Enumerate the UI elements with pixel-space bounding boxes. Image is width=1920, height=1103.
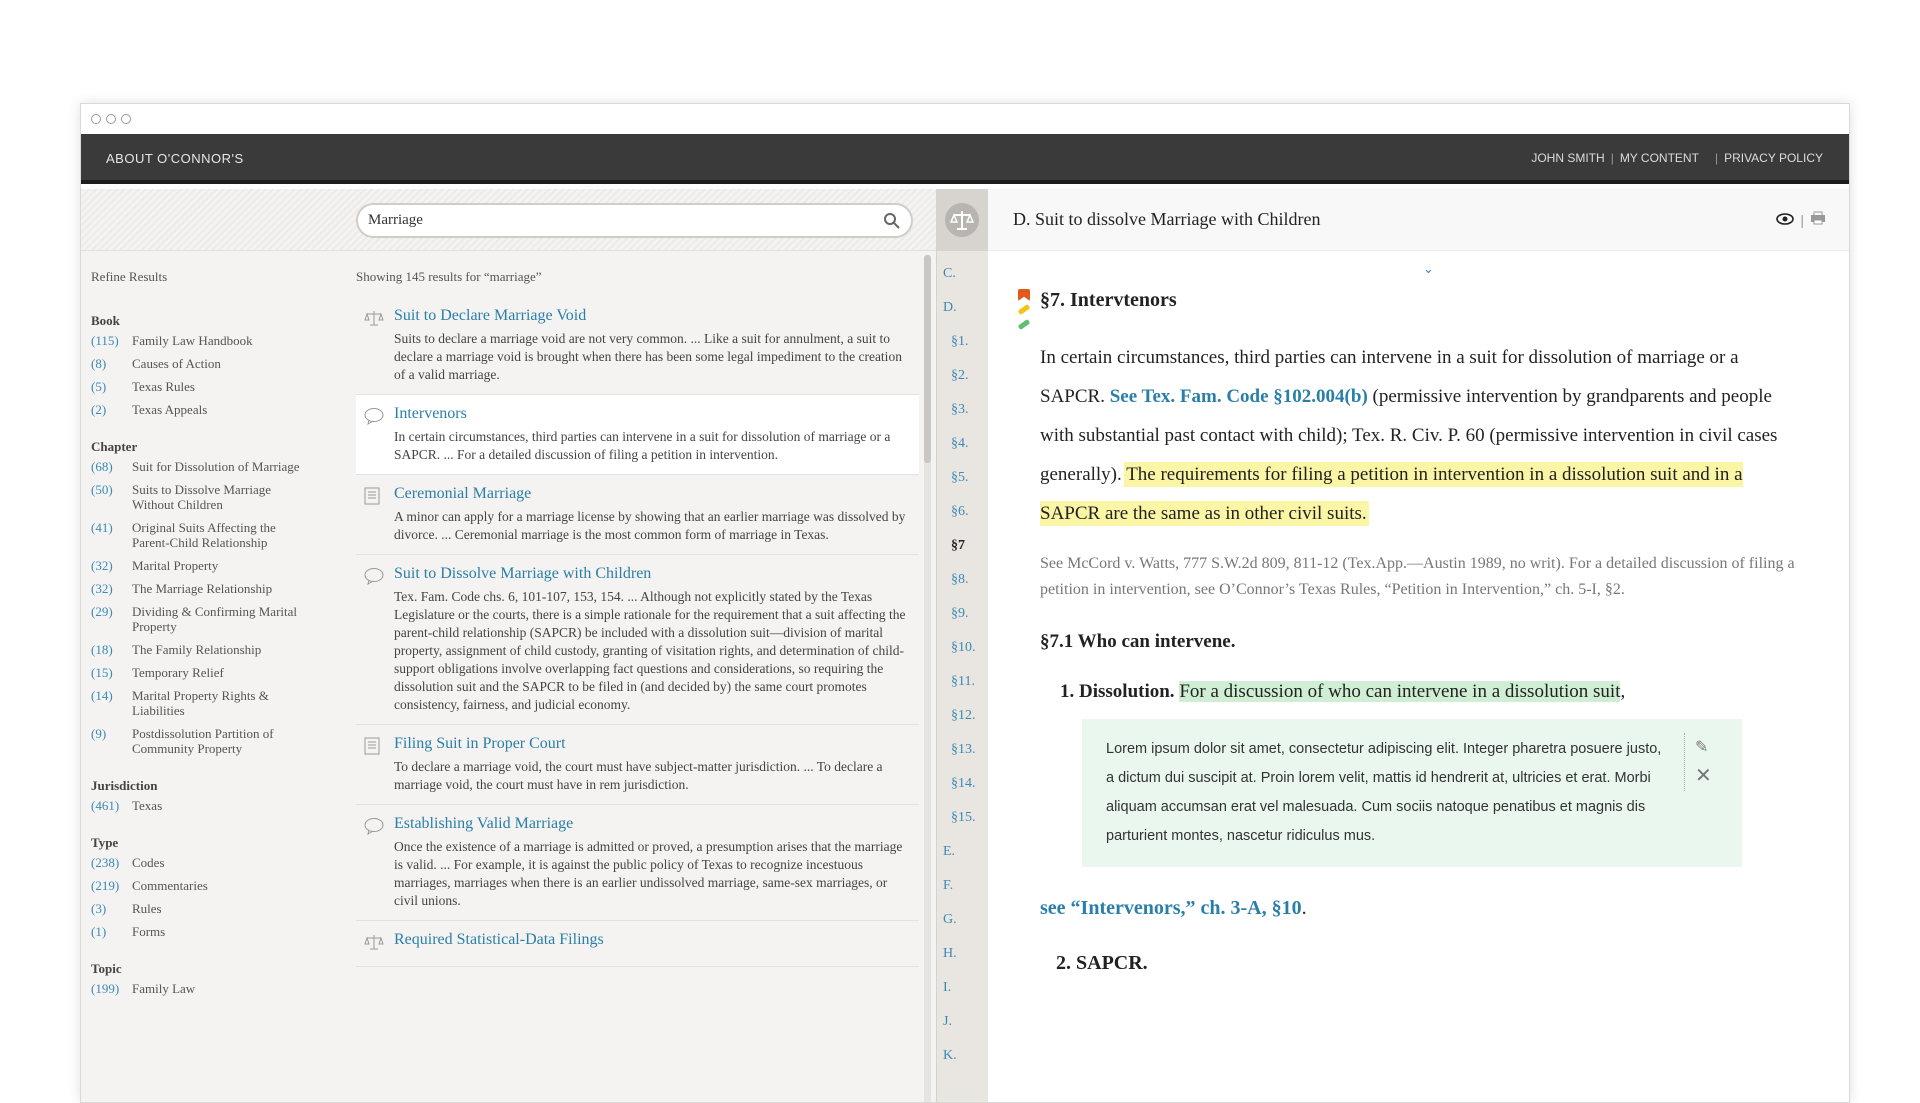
- refine-filter-item[interactable]: [91, 379, 311, 394]
- see-also-punct: .: [1301, 897, 1307, 919]
- result-title-link[interactable]: Ceremonial Marriage: [394, 485, 532, 502]
- filter-count: (9): [91, 726, 107, 741]
- item-label: 1. Dissolution.: [1060, 681, 1175, 702]
- result-body: [394, 565, 911, 714]
- refine-filter-item[interactable]: [91, 604, 311, 634]
- body-paragraph: [1040, 338, 1800, 533]
- filter-count: (15): [91, 665, 113, 680]
- result-title-link[interactable]: Establishing Valid Marriage: [394, 815, 574, 832]
- result-snippet: Once the existence of a marriage is admitted or proved, a presumption arises that the marriage is valid. ... For example, it is against the public policy of Texas to recognize incestuous marriages, marriages when there is an earlier undissolved marriage, same-sex marriages, or civil unions.: [394, 839, 903, 908]
- filter-count: (2): [91, 402, 107, 417]
- citation-paragraph: See McCord v. Watts, 777 S.W.2d 809, 811-12 (Tex.App.—Austin 1989, no writ). For a detailed discussion of filing a petition in intervention, see O’Connor’s Texas Rules, “Petition in Intervention,” ch. 5-I, §2.: [1040, 555, 1795, 598]
- result-title-link[interactable]: Suit to Declare Marriage Void: [394, 307, 587, 324]
- filter-count: (50): [91, 482, 113, 497]
- results-scrollbar-thumb[interactable]: [924, 255, 931, 463]
- eye-icon[interactable]: [1776, 212, 1794, 228]
- section-heading: §7. Intervtenors: [1040, 289, 1177, 311]
- filter-label: Marital Property Rights & Liabilities: [132, 688, 269, 718]
- refine-filter-item[interactable]: [91, 333, 311, 348]
- toc-item[interactable]: §8.: [951, 572, 969, 587]
- pencil-green-icon[interactable]: [1018, 319, 1031, 330]
- filter-label: Postdissolution Partition of Community Property: [132, 726, 274, 756]
- green-highlight[interactable]: For a discussion of who can intervene in a dissolution suit: [1179, 681, 1621, 702]
- item-punct: ,: [1620, 681, 1626, 702]
- result-body: [394, 815, 911, 910]
- toc-item[interactable]: §4.: [951, 436, 969, 451]
- toc-item[interactable]: H.: [943, 946, 957, 961]
- refine-filter-item[interactable]: [91, 855, 311, 870]
- result-item[interactable]: [356, 725, 919, 805]
- refine-filter-item[interactable]: [91, 981, 311, 996]
- toc-item[interactable]: K.: [943, 1048, 957, 1063]
- chevron-down-icon[interactable]: ⌄: [1423, 261, 1434, 276]
- filter-count: (18): [91, 642, 113, 657]
- window-chrome: [81, 104, 1849, 134]
- refine-group: [91, 778, 311, 813]
- result-body: [394, 307, 911, 384]
- filter-count: (29): [91, 604, 113, 619]
- filter-count: (461): [91, 798, 120, 813]
- paragraph-text: In certain circumstances, third parties can intervene in a suit for dissolution of marriage or a SAPCR.: [1040, 347, 1739, 407]
- document-header: [988, 189, 1850, 251]
- toc-item[interactable]: §10.: [951, 640, 976, 655]
- result-body: [394, 735, 911, 794]
- refine-group: [91, 961, 311, 996]
- filter-label: Suits to Dissolve Marriage Without Children: [132, 482, 272, 512]
- result-item[interactable]: [356, 805, 919, 921]
- toc-item[interactable]: §3.: [951, 402, 969, 417]
- result-item[interactable]: [356, 921, 919, 967]
- refine-filter-item[interactable]: [91, 581, 311, 596]
- filter-label: Texas: [132, 798, 163, 813]
- toc-item[interactable]: §9.: [951, 606, 969, 621]
- refine-filter-item[interactable]: [91, 558, 311, 573]
- section-navigator: [936, 189, 988, 1103]
- refine-group: [91, 835, 311, 939]
- toc-item[interactable]: G.: [943, 912, 957, 927]
- refine-filter-item[interactable]: [91, 520, 311, 550]
- my-content-link[interactable]: MY CONTENT: [1619, 151, 1699, 165]
- filter-label: Texas Rules: [132, 379, 195, 394]
- filter-count: (115): [91, 333, 119, 348]
- result-snippet: Suits to declare a marriage void are not very common. ... Like a suit for annulment, a suit to declare a marriage void is brought when there has been some legal impediment to the creation of a valid marriage.: [394, 331, 902, 382]
- refine-filter-item[interactable]: [91, 688, 311, 718]
- refine-filter-item[interactable]: [91, 924, 311, 939]
- toc-item[interactable]: C.: [943, 266, 956, 281]
- refine-filter-item[interactable]: [91, 482, 311, 512]
- refine-filter-item[interactable]: [91, 901, 311, 916]
- filter-label: Family Law: [132, 981, 196, 996]
- search-pane: [81, 189, 936, 1103]
- note-tools: [1684, 733, 1724, 791]
- toc-item[interactable]: §2.: [951, 368, 969, 383]
- filter-label: Marital Property: [132, 558, 219, 573]
- result-item[interactable]: [356, 395, 919, 475]
- filter-label: Codes: [132, 855, 165, 870]
- results-list: [356, 251, 919, 1103]
- result-title-link[interactable]: Intervenors: [394, 405, 467, 422]
- paragraph-text: (permissive intervention by grandparents and people with substantial past contact with child); Tex. R. Civ. P. 60 (permissive intervention in civil cases generally).: [1040, 386, 1778, 485]
- toc-item[interactable]: I.: [943, 980, 952, 995]
- refine-filter-item[interactable]: [91, 726, 311, 756]
- list-item-dissolution: [1060, 681, 1800, 703]
- toc-item[interactable]: §5.: [951, 470, 969, 485]
- filter-count: (68): [91, 459, 113, 474]
- filter-label: Commentaries: [132, 878, 208, 893]
- filter-label: Texas Appeals: [132, 402, 208, 417]
- result-body: [394, 405, 911, 464]
- filter-count: (8): [91, 356, 107, 371]
- filter-count: (199): [91, 981, 120, 996]
- filter-label: The Marriage Relationship: [132, 581, 273, 596]
- toc-header: [937, 189, 988, 251]
- refine-filter-item[interactable]: [91, 878, 311, 893]
- list-item-sapcr: 2. SAPCR.: [1056, 952, 1148, 974]
- separator: |: [1800, 211, 1804, 228]
- comment-icon: [364, 405, 394, 464]
- yellow-highlight[interactable]: The requirements for filing a petition in intervention in a dissolution suit and in a SAPCR are the same as in other civil suits.: [1040, 464, 1743, 524]
- toc-item[interactable]: §14.: [951, 776, 976, 791]
- refine-group-title: Type: [91, 835, 119, 850]
- document-icon: [364, 485, 394, 544]
- comment-icon: [364, 565, 394, 714]
- scales-icon[interactable]: [945, 203, 979, 237]
- filter-label: Suit for Dissolution of Marriage: [132, 459, 300, 474]
- refine-group-title: Jurisdiction: [91, 778, 158, 793]
- window-dot[interactable]: [91, 114, 101, 124]
- filter-count: (5): [91, 379, 107, 394]
- see-also-link[interactable]: see “Intervenors,” ch. 3-A, §10: [1040, 897, 1302, 919]
- search-icon[interactable]: [883, 212, 901, 230]
- result-body: [394, 931, 604, 956]
- refine-results-panel: [91, 269, 311, 1018]
- see-also-line: [1040, 897, 1800, 920]
- filter-label: Family Law Handbook: [132, 333, 253, 348]
- toc-item[interactable]: §7: [951, 538, 965, 553]
- result-title-link[interactable]: Suit to Dissolve Marriage with Children: [394, 565, 652, 582]
- toc-item[interactable]: F.: [943, 878, 954, 893]
- filter-label: Dividing & Confirming Marital Property: [132, 604, 298, 634]
- result-item[interactable]: [356, 297, 919, 395]
- filter-count: (32): [91, 558, 113, 573]
- top-navigation-bar: [81, 134, 1849, 184]
- window-dot[interactable]: [121, 114, 131, 124]
- scales-icon: [364, 307, 394, 384]
- filter-label: Causes of Action: [132, 356, 221, 371]
- refine-title: Refine Results: [91, 269, 168, 284]
- window-controls: [91, 114, 131, 124]
- annotation-markers: [1018, 289, 1032, 333]
- result-title-link[interactable]: Filing Suit in Proper Court: [394, 735, 566, 752]
- filter-count: (32): [91, 581, 113, 596]
- bookmark-icon[interactable]: [1018, 289, 1030, 301]
- user-menu: [1531, 151, 1823, 165]
- scales-icon: [364, 931, 394, 956]
- search-bar-row: [81, 189, 936, 251]
- document-body: [1040, 289, 1800, 975]
- result-snippet: In certain circumstances, third parties can intervene in a suit for dissolution of marriage or a SAPCR. ... For a detailed discussion of filing a petition in intervention.: [394, 429, 891, 462]
- toc-item[interactable]: J.: [943, 1014, 952, 1029]
- refine-filter-item[interactable]: [91, 402, 311, 417]
- toc-item[interactable]: §1.: [951, 334, 969, 349]
- toc-item[interactable]: §11.: [951, 674, 975, 689]
- document-toolbar: [1776, 211, 1826, 228]
- edit-pencil-icon[interactable]: ✎: [1695, 739, 1709, 756]
- user-note: [1082, 719, 1742, 867]
- filter-label: Temporary Relief: [132, 665, 224, 680]
- filter-count: (238): [91, 855, 120, 870]
- main-content: [81, 189, 1850, 1103]
- refine-group-title: Book: [91, 313, 120, 328]
- toc-item[interactable]: §12.: [951, 708, 976, 723]
- search-box[interactable]: [356, 203, 913, 238]
- window-dot[interactable]: [106, 114, 116, 124]
- refine-filter-item[interactable]: [91, 665, 311, 680]
- subsection-heading: §7.1 Who can intervene.: [1040, 631, 1236, 652]
- filter-label: Original Suits Affecting the Parent-Child Relationship: [132, 520, 276, 550]
- toc-item[interactable]: E.: [943, 844, 956, 859]
- results-count: Showing 145 results for “marriage”: [356, 269, 542, 284]
- note-text: Lorem ipsum dolor sit amet, consectetur adipiscing elit. Integer pharetra posuere justo, a dictum dui suscipit at. Proin lorem velit, mattis id hendrerit at, ultricies et erat. Morbi aliquam accumsan erat vel malesuada. Cum sociis natoque penatibus et magnis dis parturient montes, nascetur ridiculus mus.: [1106, 741, 1662, 844]
- comment-icon: [364, 815, 394, 910]
- about-link[interactable]: ABOUT O'CONNOR'S: [106, 151, 244, 166]
- filter-count: (1): [91, 924, 107, 939]
- filter-label: The Family Relationship: [132, 642, 262, 657]
- search-input[interactable]: [368, 212, 883, 229]
- refine-group: [91, 313, 311, 417]
- user-name-link[interactable]: JOHN SMITH: [1531, 151, 1605, 165]
- result-snippet: A minor can apply for a marriage license by showing that an earlier marriage was dissolved by divorce. ... Ceremonial marriage is the most common form of marriage in Texas.: [394, 509, 906, 542]
- document-viewer: [988, 189, 1850, 1103]
- refine-group-title: Topic: [91, 961, 122, 976]
- pencil-yellow-icon[interactable]: [1018, 304, 1031, 315]
- result-snippet: Tex. Fam. Code chs. 6, 101-107, 153, 154. ... Although not explicitly stated by the Texas Legislature or the courts, there is a simple rationale for the requirement that a suit affecting the parent-child relationship (SAPCR) be included with a dissolution suit—division of marital property, assignment of child custody, granting of visitation rights, and determination of child-support obligations involve overlapping fact questions and considerations, so requiring the dissolution suit and the SAPCR to be filed in (and decided by) the same court promotes consistency, fairness, and judicial economy.: [394, 589, 906, 712]
- filter-count: (219): [91, 878, 120, 893]
- filter-label: Rules: [132, 901, 162, 916]
- filter-count: (41): [91, 520, 113, 535]
- toc-item[interactable]: D.: [943, 300, 957, 315]
- toc-item[interactable]: §6.: [951, 504, 969, 519]
- refine-group: [91, 439, 311, 756]
- document-title: D. Suit to dissolve Marriage with Children: [1013, 209, 1321, 229]
- print-icon[interactable]: [1810, 211, 1826, 228]
- refine-filter-item[interactable]: [91, 459, 311, 474]
- refine-filter-item[interactable]: [91, 356, 311, 371]
- document-icon: [364, 735, 394, 794]
- filter-label: Forms: [132, 924, 166, 939]
- toc-item[interactable]: §15.: [951, 810, 976, 825]
- result-snippet: To declare a marriage void, the court must have subject-matter jurisdiction. ... To declare a marriage void, the court must have in rem jurisdiction.: [394, 759, 883, 792]
- refine-filter-item[interactable]: [91, 642, 311, 657]
- filter-count: (14): [91, 688, 113, 703]
- close-icon[interactable]: ✕: [1695, 765, 1712, 787]
- refine-filter-item[interactable]: [91, 798, 311, 813]
- result-body: [394, 485, 911, 544]
- toc-item[interactable]: §13.: [951, 742, 976, 757]
- statute-link[interactable]: See Tex. Fam. Code §102.004(b): [1109, 386, 1368, 407]
- refine-group-title: Chapter: [91, 439, 138, 454]
- separator: |: [1610, 151, 1614, 165]
- browser-window: [80, 103, 1850, 1103]
- result-item[interactable]: [356, 475, 919, 555]
- privacy-policy-link[interactable]: PRIVACY POLICY: [1724, 151, 1823, 165]
- result-title-link[interactable]: Required Statistical-Data Filings: [394, 931, 604, 948]
- result-item[interactable]: [356, 555, 919, 725]
- separator: |: [1704, 151, 1719, 165]
- filter-count: (3): [91, 901, 107, 916]
